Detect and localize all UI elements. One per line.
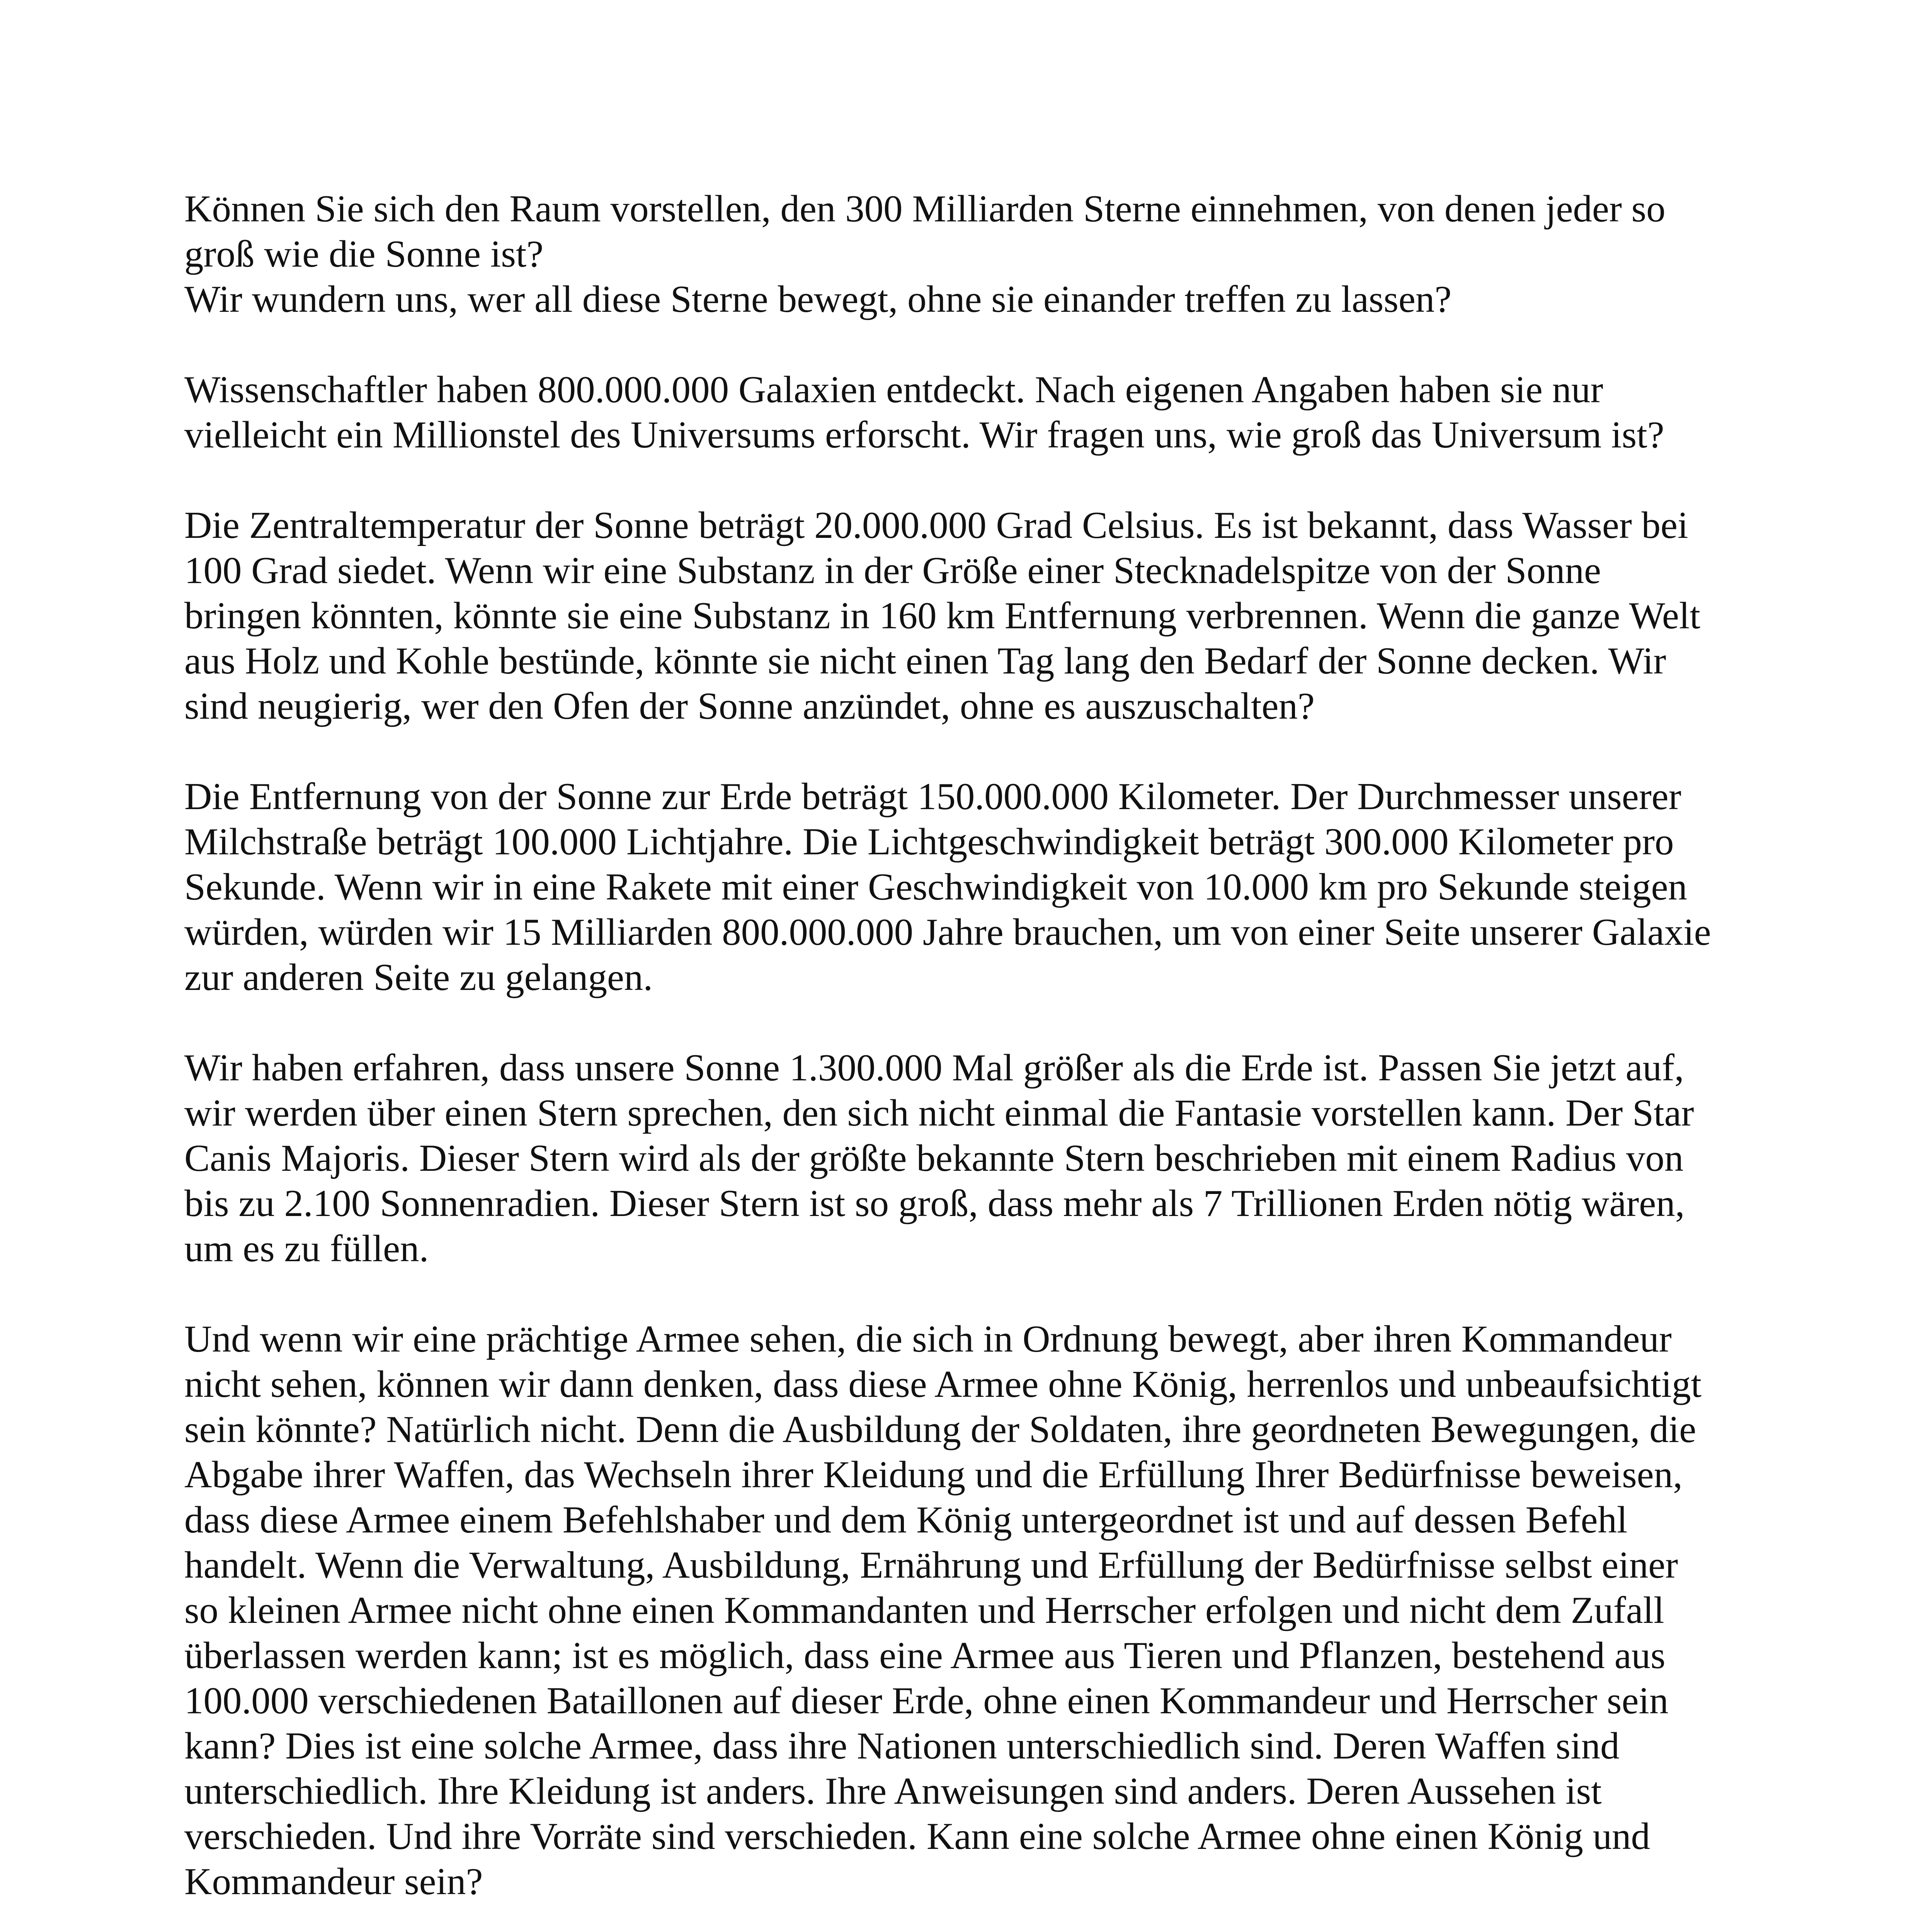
- paragraph-sun-temperature: Die Zentraltemperatur der Sonne beträgt 20.000.000 Grad Celsius. Es ist bekannt, dass Wasser bei 100 Grad siedet. Wenn wir eine Substanz in der Größe einer Stecknadelspitze von der Sonne bringen könnten, könnte sie eine Substanz in 160 km Entfernung verbrennen. Wenn die ganze Welt aus Holz und Kohle bestünde, könnte sie nicht einen Tag lang den Bedarf der Sonne decken. Wir sind neugierig, wer den Ofen der Sonne anzündet, ohne es auszuschalten?: [184, 504, 1700, 727]
- paragraph-canis-majoris: Wir haben erfahren, dass unsere Sonne 1.300.000 Mal größer als die Erde ist. Passen Sie jetzt auf, wir werden über einen Stern sprechen, den sich nicht einmal die Fantasie vorstellen kann. Der Star Canis Majoris. Dieser Stern wird als der größte bekannte Stern beschrieben mit einem Radius von bis zu 2.100 Sonnenradien. Dieser Stern ist so groß, dass mehr als 7 Trillionen Erden nötig wären, um es zu füllen.: [184, 1047, 1694, 1270]
- document-body: [184, 186, 1765, 1932]
- paragraph-stars-space: Können Sie sich den Raum vorstellen, den 300 Milliarden Sterne einnehmen, von denen jeder so groß wie die Sonne ist? Wir wundern uns, wer all diese Sterne bewegt, ohne sie einander treffen zu lassen?: [184, 188, 1666, 320]
- paragraph-army: Und wenn wir eine prächtige Armee sehen, die sich in Ordnung bewegt, aber ihren Kommandeur nicht sehen, können wir dann denken, dass diese Armee ohne König, herrenlos und unbeaufsichtigt sein könnte? Natürlich nicht. Denn die Ausbildung der Soldaten, ihre geordneten Bewegungen, die Abgabe ihrer Waffen, das Wechseln ihrer Kleidung und die Erfüllung Ihrer Bedürfnisse beweisen, dass diese Armee einem Befehlshaber und dem König untergeordnet ist und auf dessen Befehl handelt. Wenn die Verwaltung, Ausbildung, Ernährung und Erfüllung der Bedürfnisse selbst einer so kleinen Armee nicht ohne einen Kommandanten und Herrscher erfolgen und nicht dem Zufall überlassen werden kann; ist es möglich, dass eine Armee aus Tieren und Pflanzen, bestehend aus 100.000 verschiedenen Bataillonen auf dieser Erde, ohne einen Kommandeur und Herrscher sein kann? Dies ist eine solche Armee, dass ihre Nationen unterschiedlich sind. Deren Waffen sind unterschiedlich. Ihre Kleidung ist anders. Ihre Anweisungen sind anders. Deren Aussehen ist verschieden. Und ihre Vorräte sind verschieden. Kann eine solche Armee ohne einen König und Kommandeur sein?: [184, 1318, 1702, 1903]
- paragraph-galaxies: Wissenschaftler haben 800.000.000 Galaxien entdeckt. Nach eigenen Angaben haben sie nur vielleicht ein Millionstel des Universums erforscht. Wir fragen uns, wie groß das Universum ist?: [184, 369, 1664, 456]
- paragraph-distances: Die Entfernung von der Sonne zur Erde beträgt 150.000.000 Kilometer. Der Durchmesser unserer Milchstraße beträgt 100.000 Lichtjahre. Die Lichtgeschwindigkeit beträgt 300.000 Kilometer pro Sekunde. Wenn wir in eine Rakete mit einer Geschwindigkeit von 10.000 km pro Sekunde steigen würden, würden wir 15 Milliarden 800.000.000 Jahre brauchen, um von einer Seite unserer Galaxie zur anderen Seite zu gelangen.: [184, 776, 1711, 998]
